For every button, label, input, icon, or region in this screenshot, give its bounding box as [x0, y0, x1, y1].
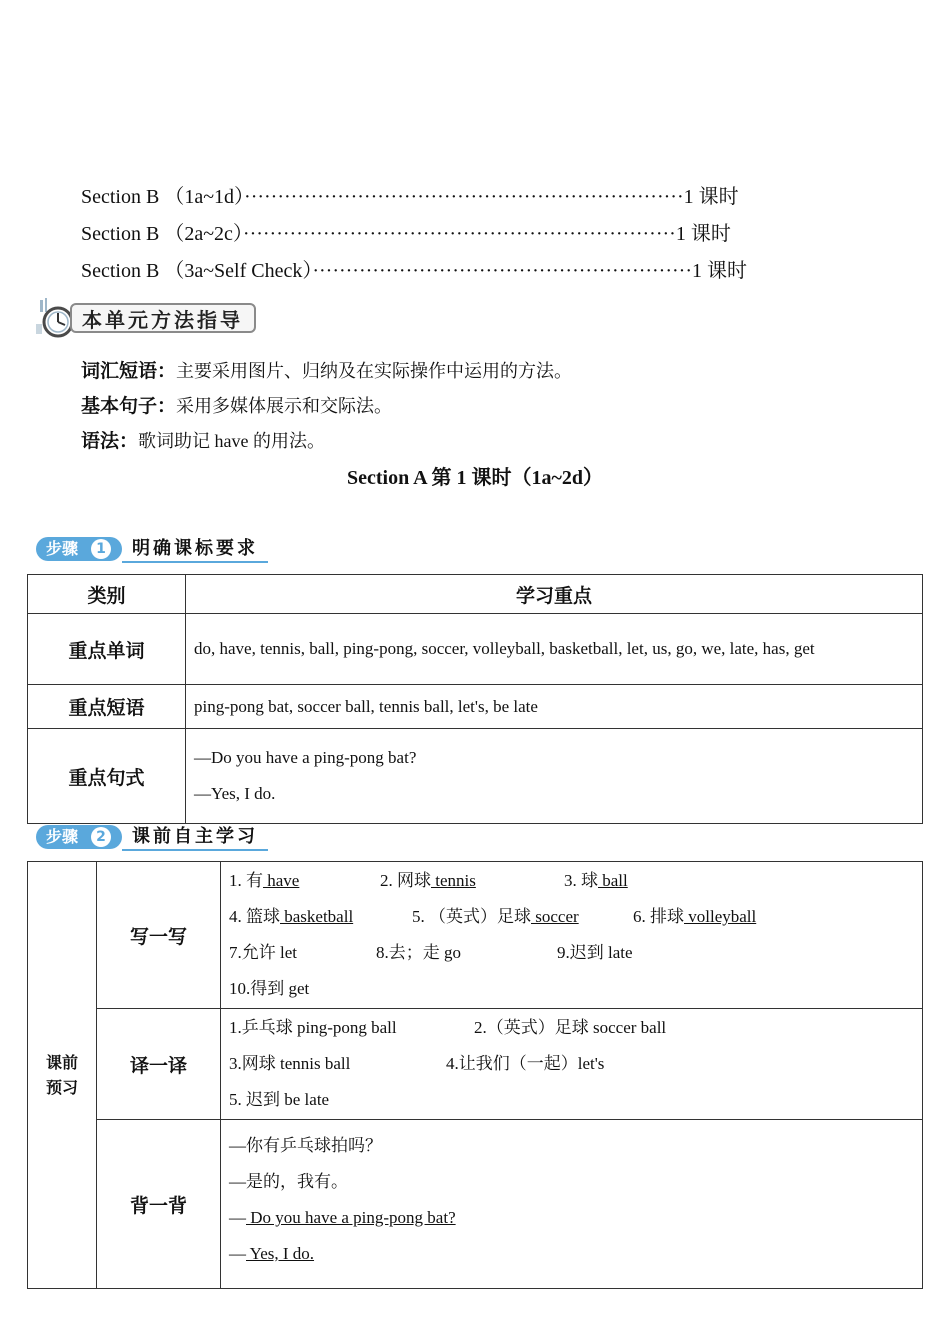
table-header-row — [28, 575, 923, 614]
row-category: 重点单词 — [28, 614, 186, 685]
preview-label — [28, 862, 97, 1289]
preview-table — [27, 861, 923, 1289]
toc-hours: 1 课时 — [675, 223, 731, 245]
recite-body — [221, 1120, 923, 1289]
table-row — [28, 862, 923, 1009]
translate-item: 1.乒乓球 ping-pong ball — [229, 1018, 397, 1037]
write-item — [412, 899, 579, 935]
recite-category: 背一背 — [97, 1120, 221, 1289]
translate-category: 译一译 — [97, 1009, 221, 1120]
translate-line — [229, 1010, 921, 1046]
table-row — [28, 729, 923, 824]
toc-hours: 1 课时 — [691, 260, 747, 282]
recite-line — [229, 1236, 921, 1272]
write-prompt: 1. 有 — [229, 871, 263, 890]
method-grammar-label: 语法： — [81, 430, 139, 452]
toc-line-2[interactable] — [81, 217, 731, 246]
write-answer: volleyball — [684, 907, 757, 926]
recite-line — [229, 1200, 921, 1236]
toc-name: Section B （3a~Self Check） — [81, 260, 313, 282]
step1-underline — [122, 561, 268, 563]
write-item — [229, 899, 353, 935]
toc-line-3[interactable] — [81, 254, 747, 283]
recite-dash: — — [229, 1244, 246, 1263]
write-body — [221, 862, 923, 1009]
table-row — [28, 1120, 923, 1289]
step2-pill: 步骤 — [36, 825, 122, 849]
toc-dots: ························································· — [312, 260, 692, 282]
write-item: 10.得到 get — [229, 979, 310, 998]
table-row — [28, 1009, 923, 1120]
toc-dots: ·································································· — [244, 186, 684, 208]
section-title: Section A 第 1 课时（1a~2d） — [347, 467, 603, 489]
row-value — [186, 729, 923, 824]
write-answer: basketball — [280, 907, 354, 926]
write-answer: ball — [598, 871, 628, 890]
method-banner — [36, 298, 258, 338]
method-grammar-text: 歌词助记 have 的用法。 — [138, 431, 325, 451]
recite-line: —是的，我有。 — [229, 1172, 348, 1191]
translate-body — [221, 1009, 923, 1120]
translate-line — [229, 1046, 921, 1082]
translate-item: 3.网球 tennis ball — [229, 1054, 351, 1073]
method-vocab — [81, 356, 572, 383]
step1-label: 明确课标要求 — [132, 538, 258, 559]
preview-label-line: 课前 — [45, 1053, 78, 1072]
write-item: 7.允许 let — [229, 943, 297, 962]
write-item — [229, 863, 299, 899]
toc-name: Section B （2a~2c） — [81, 223, 243, 245]
write-item — [633, 899, 756, 935]
write-line — [229, 971, 921, 1007]
write-prompt: 3. 球 — [564, 871, 598, 890]
row-value: do, have, tennis, ball, ping-pong, soccer, volleyball, basketball, let, us, go, we, late, has, get — [186, 614, 923, 685]
translate-item: 2.（英式）足球 soccer ball — [474, 1018, 667, 1037]
write-answer: soccer — [531, 907, 579, 926]
method-sentence-label: 基本句子： — [81, 395, 177, 417]
step1-pill: 步骤 — [36, 537, 122, 561]
step1-number: 1 — [91, 539, 111, 559]
sentence-line: —Yes, I do. — [194, 784, 276, 803]
table-row — [28, 614, 923, 685]
method-sentence — [81, 391, 392, 418]
step2-underline — [122, 849, 268, 851]
step2-label: 课前自主学习 — [132, 826, 258, 847]
recite-line: —你有乒乓球拍吗？ — [229, 1136, 382, 1155]
write-prompt: 2. 网球 — [380, 871, 431, 890]
write-line — [229, 899, 921, 935]
recite-answer: Yes, I do. — [246, 1244, 315, 1263]
method-sentence-text: 采用多媒体展示和交际法。 — [176, 396, 393, 416]
translate-item: 5. 迟到 be late — [229, 1090, 330, 1109]
toc-dots: ································································· — [242, 223, 676, 245]
write-answer: have — [263, 871, 300, 890]
recite-dash: — — [229, 1208, 246, 1227]
method-banner-label: 本单元方法指导 — [70, 303, 256, 333]
write-prompt: 6. 排球 — [633, 907, 684, 926]
write-category: 写一写 — [97, 862, 221, 1009]
write-item: 9.迟到 late — [557, 943, 633, 962]
row-value: ping-pong bat, soccer ball, tennis ball, let's, be late — [186, 685, 923, 729]
write-line — [229, 863, 921, 899]
translate-item: 4.让我们（一起）let's — [446, 1054, 605, 1073]
method-vocab-text: 主要采用图片、归纳及在实际操作中运用的方法。 — [176, 361, 573, 381]
preview-label-line: 预习 — [45, 1078, 78, 1097]
translate-line — [229, 1082, 921, 1118]
write-item — [564, 863, 628, 899]
requirements-table — [27, 574, 923, 824]
toc-name: Section B （1a~1d） — [81, 186, 245, 208]
write-item: 8.去；走 go — [376, 943, 461, 962]
toc-line-1[interactable] — [81, 180, 739, 209]
write-line — [229, 935, 921, 971]
method-grammar — [81, 426, 325, 453]
toc-hours: 1 课时 — [683, 186, 739, 208]
header-focus: 学习重点 — [186, 575, 923, 614]
row-category: 重点句式 — [28, 729, 186, 824]
step2-number: 2 — [91, 827, 111, 847]
recite-answer: Do you have a ping-pong bat? — [246, 1208, 456, 1227]
table-row — [28, 685, 923, 729]
sentence-line: —Do you have a ping-pong bat? — [194, 748, 417, 767]
header-category: 类别 — [28, 575, 186, 614]
write-prompt: 5. （英式）足球 — [412, 907, 531, 926]
method-vocab-label: 词汇短语： — [81, 360, 177, 382]
write-prompt: 4. 篮球 — [229, 907, 280, 926]
write-item — [380, 863, 476, 899]
row-category: 重点短语 — [28, 685, 186, 729]
write-answer: tennis — [431, 871, 476, 890]
